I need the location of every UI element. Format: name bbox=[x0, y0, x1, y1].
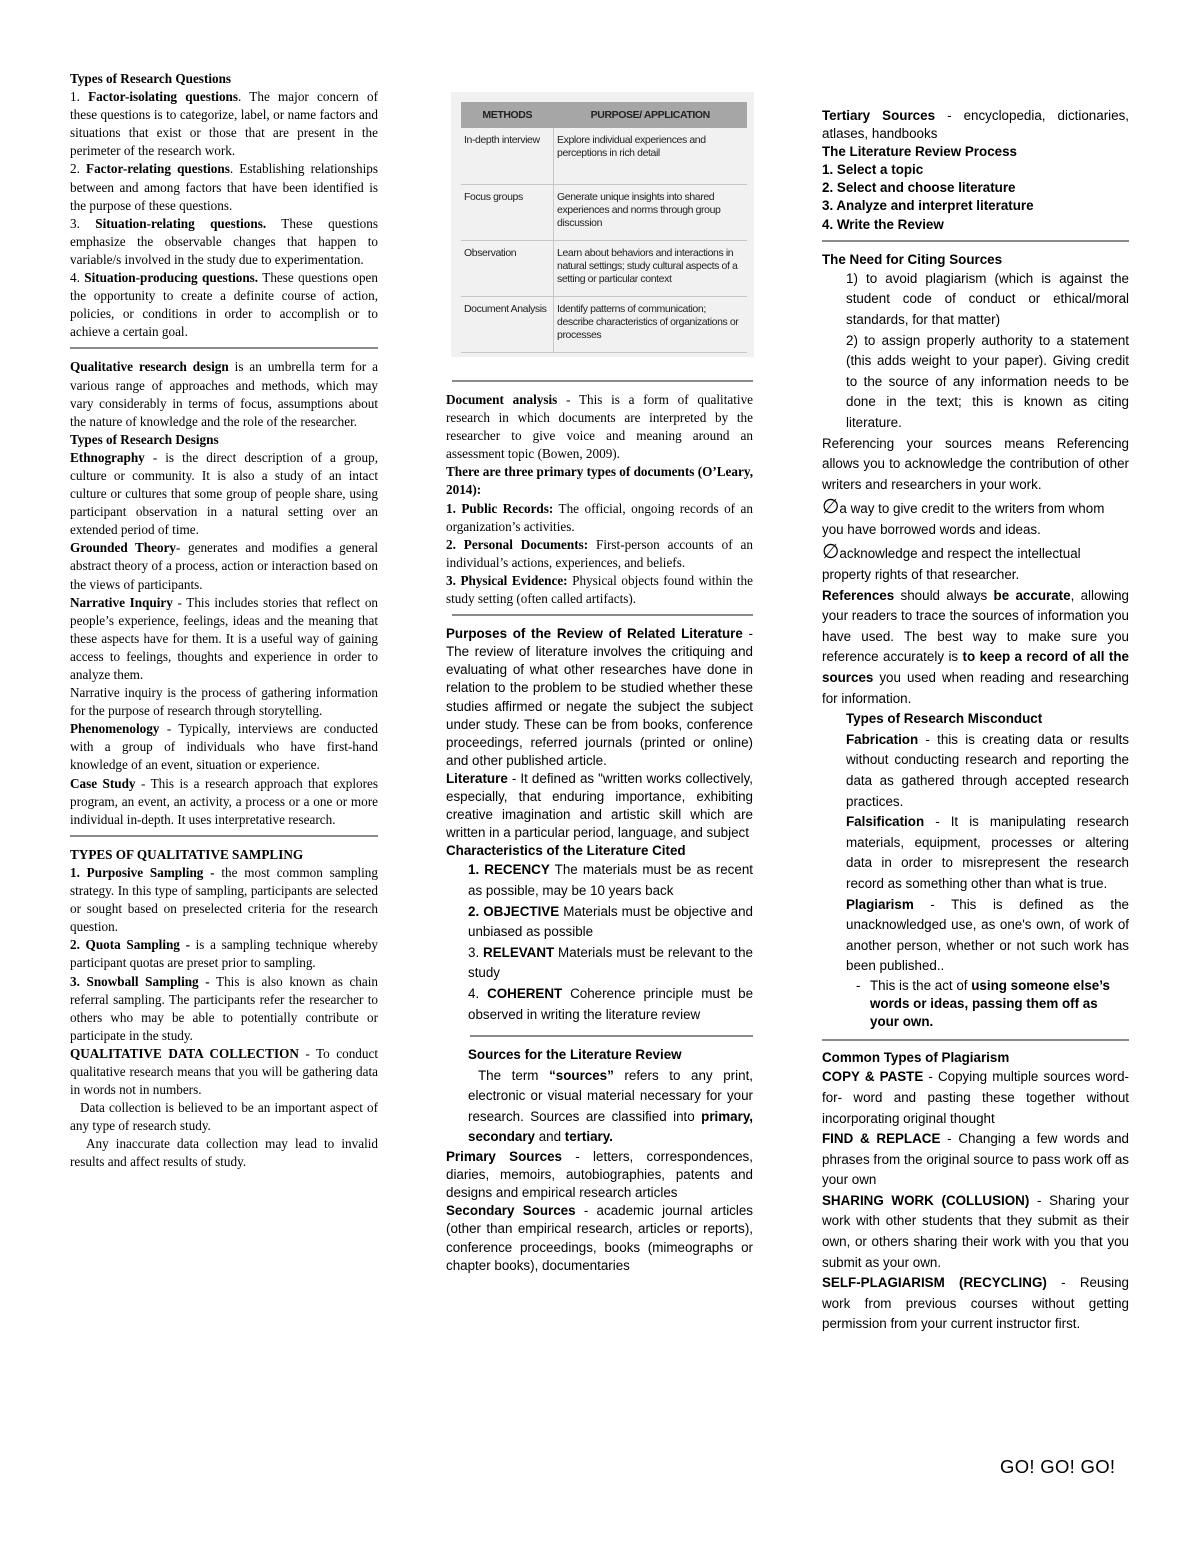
sources-paragraph bbox=[468, 1066, 753, 1148]
gt-term: Grounded Theory bbox=[70, 540, 177, 556]
rq3-text: These questions emphasize the observable changes that happen to variable/s involved in the study due to experimentation. bbox=[70, 215, 378, 267]
phenomenology-paragraph bbox=[70, 720, 378, 774]
rq-item-4 bbox=[70, 269, 378, 341]
sources-a: The term bbox=[478, 1067, 550, 1083]
rq-item-1 bbox=[70, 88, 378, 160]
primary-sources-paragraph bbox=[446, 1148, 753, 1202]
narrative-inquiry-paragraph-2: Narrative inquiry is the process of gathering information for the purpose of research through storytelling. bbox=[70, 685, 378, 719]
ni-text: - This includes stories that reflect on people’s experience, feelings, ideas and the meaning that these aspects have for them. It is a useful way of gaining access to feelings, thoughts and experience in order to analyze them. bbox=[70, 594, 379, 682]
ph-text: - Typically, interviews are conducted with a group of individuals who have first-hand knowledge of an event, situation or experience. bbox=[70, 721, 378, 773]
c4-text: Coherence principle must be observed in writing the literature review bbox=[468, 985, 754, 1022]
act-b: using someone else’s words or ideas, passing them off as your own. bbox=[870, 977, 1110, 1030]
char-item-3 bbox=[468, 943, 753, 984]
refs-c: be accurate bbox=[993, 587, 1071, 603]
qualitative-design-paragraph bbox=[70, 358, 378, 430]
empty-set-icon: ∅ bbox=[822, 496, 840, 519]
act-a: This is the act of bbox=[870, 977, 972, 993]
fals-term: Falsification bbox=[846, 814, 925, 830]
doc-type-3 bbox=[446, 572, 753, 608]
plag-term: Plagiarism bbox=[846, 896, 914, 912]
refs-e: to keep a record of all the sources bbox=[822, 649, 1129, 686]
qdc-term: QUALITATIVE DATA COLLECTION bbox=[70, 1045, 299, 1061]
secondary-text: - academic journal articles (other than empirical research, articles or reports), conference proceedings, books (mimeographs or chapter books), documentaries bbox=[446, 1203, 753, 1273]
c1-text: The materials must be as recent as possible, may be 10 years back bbox=[468, 862, 753, 898]
purpose-cell: Generate unique insights into shared experiences and norms through group discussion bbox=[554, 184, 748, 240]
fabrication-paragraph bbox=[846, 730, 1129, 812]
method-cell: Observation bbox=[461, 240, 554, 296]
data-collection-paragraph bbox=[70, 1045, 378, 1099]
designs-title: Types of Research Designs bbox=[70, 431, 219, 447]
sources-e: and bbox=[535, 1129, 565, 1145]
data-collection-importance: Data collection is believed to be an important aspect of any type of research study. bbox=[70, 1100, 378, 1134]
eth-text: - is the direct description of a group, culture or community. It is also a study of an intact culture or cultures that some group of people share, using participant observation in a natural setting over an extended period of time. bbox=[70, 449, 378, 538]
purposes-paragraph bbox=[446, 625, 753, 770]
s1-text: the most common sampling strategy. In this type of sampling, participants are selected or sought based on preselected criteria for the research question. bbox=[70, 864, 378, 935]
bullet2-text: acknowledge and respect the intellectual property rights of that researcher. bbox=[822, 546, 1081, 583]
divider bbox=[70, 347, 378, 349]
sources-b: “sources” bbox=[549, 1067, 614, 1083]
characteristics-title: Characteristics of the Literature Cited bbox=[446, 843, 686, 859]
plag-text: - This is defined as the unacknowledged use, as one's own, of work of another person, whether or not such work has been published.. bbox=[846, 896, 1129, 974]
find-replace-paragraph bbox=[822, 1129, 1129, 1191]
rq2-text: . Establishing relationships between and among factors that have been identified is the purpose of these questions. bbox=[70, 161, 378, 213]
table-row bbox=[461, 128, 747, 184]
tertiary-text: - encyclopedia, dictionaries, atlases, handbooks bbox=[822, 108, 1129, 142]
ph-term: Phenomenology bbox=[70, 721, 160, 737]
literature-paragraph bbox=[446, 770, 753, 842]
plagiarism-act-text bbox=[870, 977, 1129, 1031]
three-types-title: There are three primary types of documents (O’Leary, 2014): bbox=[446, 464, 753, 498]
bullet1-text: a way to give credit to the writers from whom you have borrowed words and ideas. bbox=[822, 501, 1105, 537]
divider bbox=[452, 380, 753, 382]
refs-b: should always bbox=[894, 587, 994, 603]
sources-c: refers to any print, electronic or visual material necessary for your research. Sources are classified into bbox=[468, 1067, 754, 1124]
need-item-2: 2) to assign properly authority to a statement (this adds weight to your paper). Giving credit to the source of any information needs to be done in the text; this is known as citing literature. bbox=[846, 332, 1129, 430]
c2-term: 2. OBJECTIVE bbox=[468, 903, 560, 919]
sp-text: - Reusing work from previous courses without getting permission from your current instructor first. bbox=[822, 1275, 1130, 1332]
qrd-text: is an umbrella term for a various range of approaches and methods, which may vary considerably in terms of focus, assumptions about the nature of knowledge and the role of the researcher. bbox=[70, 359, 379, 429]
narrative-inquiry-paragraph bbox=[70, 594, 378, 684]
plagiarism-paragraph bbox=[846, 895, 1129, 977]
need-item-1: 1) to avoid plagiarism (which is against the student code of conduct or ethical/moral standards, for that matter) bbox=[846, 270, 1129, 327]
process-step: 2. Select and choose literature bbox=[822, 180, 1016, 196]
c2-text: Materials must be objective and unbiased as possible bbox=[468, 903, 753, 940]
purposes-text: - The review of literature involves the critiquing and evaluating of what other researches have done in relation to the problem to be studied whether these studies affirmed or negate the subject the subject under study. These can be from books, conference proceedings, referred journals (printed or online) and other published article. bbox=[446, 626, 753, 768]
c1-term: 1. RECENCY bbox=[468, 862, 550, 878]
references-paragraph bbox=[822, 586, 1129, 710]
divider bbox=[70, 835, 378, 837]
tertiary-term: Tertiary Sources bbox=[822, 108, 936, 123]
fr-text: - Changing a few words and phrases from the original source to pass work off as your own bbox=[822, 1131, 1129, 1188]
purpose-cell: Explore individual experiences and perceptions in rich detail bbox=[554, 128, 748, 184]
cp-text: - Copying multiple sources word-for- word and pasting these together without incorporating original thought bbox=[822, 1069, 1130, 1126]
c3-text: Materials must be relevant to the study bbox=[468, 944, 753, 981]
da-term: Document analysis bbox=[446, 392, 558, 407]
self-plagiarism-paragraph bbox=[822, 1273, 1129, 1335]
method-cell: Focus groups bbox=[461, 184, 554, 240]
lit-text: - It defined as "written works collectively, especially, that enduring importance, exhibiting creative imagination and artistic skill which are written in a particular period, language, and subject bbox=[446, 770, 753, 841]
common-types-title: Common Types of Plagiarism bbox=[822, 1050, 1010, 1066]
c4-num: 4. bbox=[468, 985, 488, 1001]
primary-term: Primary Sources bbox=[446, 1149, 563, 1165]
char-item-4 bbox=[468, 984, 753, 1025]
c3-num: 3. bbox=[468, 944, 484, 960]
cs-term: Case Study bbox=[70, 775, 136, 791]
fr-term: FIND & REPLACE bbox=[822, 1131, 941, 1147]
char-item-1 bbox=[468, 860, 753, 901]
bullet-item-2 bbox=[822, 542, 1129, 585]
table-row bbox=[461, 184, 747, 240]
sources-f: tertiary. bbox=[564, 1129, 613, 1145]
purposes-term: Purposes of the Review of Related Literature bbox=[446, 626, 743, 642]
sw-term: SHARING WORK (COLLUSION) bbox=[822, 1192, 1030, 1208]
process-title: The Literature Review Process bbox=[822, 144, 1017, 160]
divider bbox=[822, 1039, 1129, 1041]
table-row bbox=[461, 240, 747, 296]
copy-paste-paragraph bbox=[822, 1067, 1129, 1129]
s2-text: is a sampling technique whereby participant quotas are preset prior to sampling. bbox=[70, 937, 378, 971]
process-step: 3. Analyze and interpret literature bbox=[822, 198, 1034, 214]
purpose-cell: Learn about behaviors and interactions in natural settings; study cultural aspects of a setting or particular context bbox=[554, 240, 748, 296]
qrd-term: Qualitative research design bbox=[70, 359, 229, 375]
ni-term: Narrative Inquiry bbox=[70, 594, 173, 610]
column-3 bbox=[822, 107, 1129, 1335]
rq4-term: Situation-producing questions. bbox=[84, 270, 259, 286]
sampling-item-1 bbox=[70, 864, 378, 936]
d2-term: 2. Personal Documents: bbox=[446, 536, 589, 552]
grounded-theory-paragraph bbox=[70, 539, 378, 593]
method-cell: Document Analysis bbox=[461, 296, 554, 352]
rq1-term: Factor-isolating questions bbox=[88, 89, 239, 105]
refs-f: you used when reading and researching for information. bbox=[822, 670, 1129, 706]
d3-term: 3. Physical Evidence: bbox=[446, 572, 568, 588]
da-text: - This is a form of qualitative research in which documents are interpreted by the researcher to give voice and meaning around an assessment topic (Bowen, 2009). bbox=[446, 392, 754, 462]
rq1-num: 1. bbox=[70, 89, 89, 105]
methods-table bbox=[461, 102, 747, 353]
process-step: 1. Select a topic bbox=[822, 162, 924, 178]
sampling-title: TYPES OF QUALITATIVE SAMPLING bbox=[70, 846, 304, 862]
dash-marker: - bbox=[856, 977, 861, 993]
s3-term: 3. Snowball Sampling - bbox=[70, 973, 210, 989]
sampling-item-2 bbox=[70, 936, 378, 972]
plagiarism-act-item bbox=[822, 977, 1129, 1031]
d2-text: First-person accounts of an individual’s actions, experiences, and beliefs. bbox=[446, 536, 753, 570]
rq1-text: . The major concern of these questions is to categorize, label, or name factors and situations that exist or those that are present in the perimeter of the research work. bbox=[70, 89, 378, 159]
rq2-num: 2. bbox=[70, 161, 87, 177]
doc-type-2 bbox=[446, 536, 753, 572]
inaccurate-data-note: Any inaccurate data collection may lead to invalid results and affect results of study. bbox=[70, 1136, 378, 1170]
divider bbox=[452, 614, 753, 616]
rq-item-3 bbox=[70, 215, 378, 269]
gt-text: - generates and modifies a general abstract theory of a process, action or interaction based on the views of participants. bbox=[70, 540, 378, 592]
bullet-item-1 bbox=[822, 497, 1129, 540]
rq4-text: These questions open the opportunity to create a definite course of action, policies, or conditions in order to accomplish or to achieve a certain goal. bbox=[70, 270, 378, 340]
method-cell: In-depth interview bbox=[461, 128, 554, 184]
refs-d: , allowing your readers to trace the sources of information you have used. The best way to make sure you reference accurately is bbox=[822, 587, 1129, 665]
primary-text: - letters, correspondences, diaries, memoirs, autobiographies, patents and designs and empirical research articles bbox=[446, 1149, 753, 1201]
rq2-term: Factor-relating questions bbox=[86, 161, 230, 177]
misconduct-title: Types of Research Misconduct bbox=[846, 711, 1043, 727]
eth-term: Ethnography bbox=[70, 449, 145, 465]
lit-term: Literature bbox=[446, 770, 508, 786]
sharing-work-paragraph bbox=[822, 1191, 1129, 1273]
c3-term: RELEVANT bbox=[483, 944, 555, 960]
char-item-2 bbox=[468, 902, 753, 943]
go-go-go-text: GO! GO! GO! bbox=[1000, 1456, 1116, 1477]
sp-term: SELF-PLAGIARISM (RECYCLING) bbox=[822, 1275, 1047, 1291]
characteristics-list bbox=[446, 860, 753, 1025]
cs-text: - This is a research approach that explores program, an event, an activity, a process or a one or more individual in-depth. It uses interpretative research. bbox=[70, 775, 378, 827]
cp-term: COPY & PASTE bbox=[822, 1069, 924, 1085]
s3-text: This is also known as chain referral sampling. The participants refer the researcher to others who may be able to potentially contribute or participate in the study. bbox=[70, 973, 378, 1043]
table-row bbox=[461, 296, 747, 352]
research-questions-title: Types of Research Questions bbox=[70, 71, 232, 86]
referencing-paragraph: Referencing your sources means Referencing allows you to acknowledge the contribution of other writers and researchers in your work. bbox=[822, 435, 1129, 492]
purpose-cell: Identify patterns of communication; describe characteristics of organizations or processes bbox=[554, 296, 748, 352]
c4-term: COHERENT bbox=[487, 985, 563, 1001]
d3-text: Physical objects found within the study setting (often called artifacts). bbox=[446, 572, 753, 607]
refs-a: References bbox=[822, 587, 895, 603]
table-header-methods: METHODS bbox=[461, 102, 554, 128]
fab-term: Fabrication bbox=[846, 731, 919, 747]
divider bbox=[822, 240, 1129, 242]
fals-text: - It is manipulating research materials, equipment, processes or altering data in order to misrepresent the research record as something other than what is true. bbox=[846, 814, 1129, 891]
ethnography-paragraph bbox=[70, 449, 378, 539]
table-header-purpose: PURPOSE/ APPLICATION bbox=[554, 102, 748, 128]
rq4-num: 4. bbox=[70, 270, 85, 286]
sw-text: - Sharing your work with other students that they submit as their own, or others sharing their work with you that you submit as your own. bbox=[822, 1192, 1129, 1270]
d1-text: The official, ongoing records of an organization’s activities. bbox=[446, 500, 753, 534]
divider bbox=[470, 1035, 753, 1037]
sampling-item-3 bbox=[70, 973, 378, 1045]
falsification-paragraph bbox=[846, 812, 1129, 894]
document-analysis-paragraph bbox=[446, 391, 753, 463]
column-2 bbox=[446, 380, 753, 1275]
rq-item-2 bbox=[70, 160, 378, 214]
secondary-sources-paragraph bbox=[446, 1202, 753, 1274]
secondary-term: Secondary Sources bbox=[446, 1203, 576, 1219]
rq3-num: 3. bbox=[70, 215, 96, 231]
case-study-paragraph bbox=[70, 775, 378, 829]
misconduct-section bbox=[822, 709, 1129, 977]
d1-term: 1. Public Records: bbox=[446, 500, 554, 516]
tertiary-sources-paragraph bbox=[822, 107, 1129, 143]
need-title: The Need for Citing Sources bbox=[822, 251, 1003, 267]
rq3-term: Situation-relating questions. bbox=[95, 215, 267, 231]
s1-term: 1. Purposive Sampling - bbox=[70, 864, 215, 880]
qdc-text: - To conduct qualitative research means that you will be gathering data in words not in numbers. bbox=[70, 1045, 378, 1098]
sources-title: Sources for the Literature Review bbox=[468, 1047, 682, 1063]
methods-table-figure bbox=[451, 92, 754, 357]
column-1 bbox=[70, 70, 378, 1172]
s2-term: 2. Quota Sampling - bbox=[70, 937, 190, 953]
fab-text: - this is creating data or results without conducting research and reporting the data as gathered through accepted research practices. bbox=[846, 731, 1129, 809]
empty-set-icon: ∅ bbox=[822, 541, 840, 564]
sources-d: primary, secondary bbox=[468, 1108, 753, 1145]
doc-type-1 bbox=[446, 500, 753, 536]
process-step: 4. Write the Review bbox=[822, 216, 944, 232]
